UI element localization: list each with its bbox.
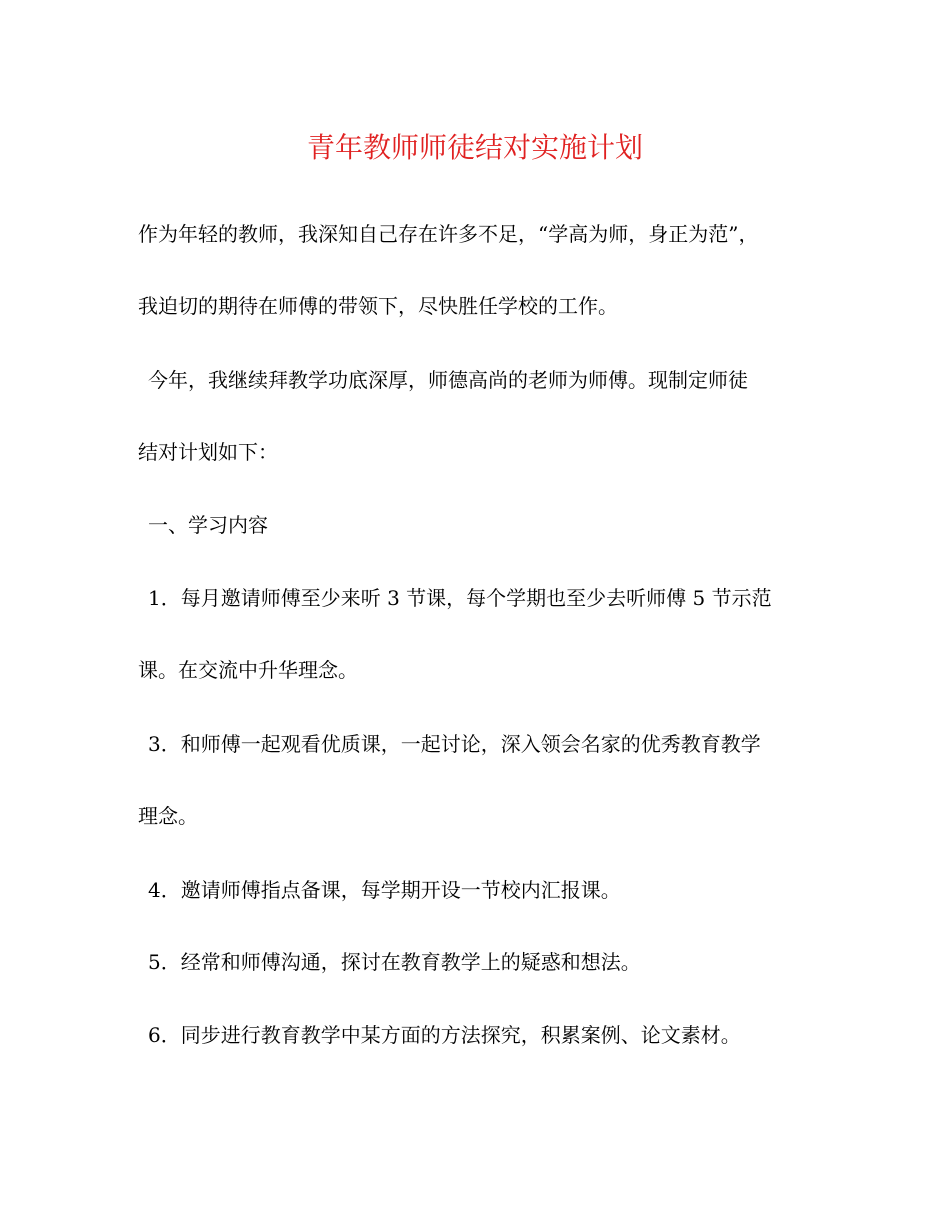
list-item: 6．同步进行教育教学中某方面的方法探究，积累案例、论文素材。 xyxy=(148,1023,741,1047)
document-title: 青年教师师徒结对实施计划 xyxy=(306,131,643,164)
list-item-continuation: 课。在交流中升华理念。 xyxy=(138,658,358,682)
body-line: 作为年轻的教师，我深知自己存在许多不足，“学高为师，身正为范”， xyxy=(138,222,759,246)
list-item: 4．邀请师傅指点备课，每学期开设一节校内汇报课。 xyxy=(148,878,621,902)
section-heading: 一、学习内容 xyxy=(148,513,268,537)
list-item: 5．经常和师傅沟通，探讨在教育教学上的疑惑和想法。 xyxy=(148,950,641,974)
body-line: 我迫切的期待在师傅的带领下，尽快胜任学校的工作。 xyxy=(138,294,618,318)
body-line: 今年，我继续拜教学功底深厚，师德高尚的老师为师傅。现制定师徒 xyxy=(148,368,748,392)
body-line: 结对计划如下： xyxy=(138,440,278,464)
list-item: 1．每月邀请师傅至少来听 3 节课，每个学期也至少去听师傅 5 节示范 xyxy=(148,586,772,610)
list-item: 3．和师傅一起观看优质课，一起讨论，深入领会名家的优秀教育教学 xyxy=(148,732,761,756)
list-item-continuation: 理念。 xyxy=(138,804,198,828)
